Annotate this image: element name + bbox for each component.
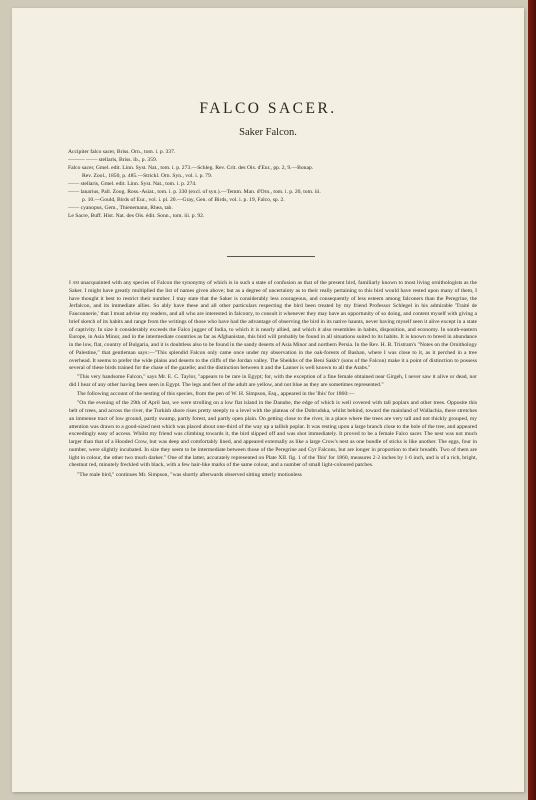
paragraph: "On the evening of the 29th of April last, we were strolling on a low flat island in the Danube, the edge of which is well covered with tall poplars and other trees. Opposite this belt of trees, and across the river, the Turkish shore rises pretty steeply to a level with the plateau of the Dobrudska, whilst behind, toward the mainland of Wallachia, there stretches an immense tract of low ground, partly swamp, partly forest, and partly open plain. On getting close to the river, in a place where the trees are very tall and not thickly grouped, my attention was drawn to a good-sized nest which was placed about one-third of the way up a tallish poplar. It was resting upon a large branch close to the bole of the tree, and appeared exceedingly easy of access. Whilst my friend was climbing towards it, the bird slipped off and was shot immediately. It proved to be a female Falco sacer. The nest was not much larger than that of a Hooded Crow, but was deep and comfortably lined, and appeared externally as like a large Crow's nest as one bundle of sticks is like another. The eggs, four in number, were slightly incubated. In size they seem to be intermediate between those of the Peregrine and Gyr Falcons, but are longer in proportion to their breadth. Two of them are light in colour, the other two much darker." One of the latter, accurately represented on Plate XII. fig. 1 of the 'Ibis' for 1860, measures 2·2 inches by 1·6 inch, and is of a rich, bright, chestnut red, minutely freckled with black, with a few hair-like marks of the same colour, and a number of small light-coloured patches. bbox=[69, 400, 477, 469]
body-text bbox=[69, 280, 477, 481]
synonym-line: —— lanarius, Pall. Zoog. Ross.-Asiat., tom. i. p. 330 (excl. of syn.).—Temm. Man. d'Orn., tom. i. p. 20, tom. iii. bbox=[68, 189, 321, 195]
drop-initial: I am bbox=[69, 280, 79, 286]
section-divider bbox=[227, 256, 315, 257]
common-name-subtitle: Saker Falcon. bbox=[239, 127, 297, 138]
paragraph: "The male bird," continues Mr. Simpson, "was shortly afterwards observed sitting utterly motionless bbox=[77, 471, 302, 478]
synonym-line: Le Sacre, Buff. Hist. Nat. des Ois. édit. Sonn., tom. iii. p. 92. bbox=[68, 213, 205, 219]
paragraph: The following account of the nesting of this species, from the pen of W. H. Simpson, Esq., appeared in the 'Ibis' for 1860:— bbox=[77, 391, 355, 398]
paragraph: "This very handsome Falcon," says Mr. E. C. Taylor, "appears to be rare in Egypt; for, with the exception of a fine female obtained near Girgeh, I never saw it alive or dead, nor did I hear of any other having been seen in Egypt. The legs and feet of the adult are yellow, and not blue as they are sometimes represented." bbox=[69, 374, 477, 389]
synonym-line: Accipiter falco sacer, Briss. Orn., tom. i. p. 337. bbox=[68, 149, 176, 155]
synonym-line: ——— —— stellaris, Briss. ib., p. 359. bbox=[68, 157, 158, 163]
synonym-line: —— stellaris, Gmel. edit. Linn. Syst. Nat., tom. i. p. 274. bbox=[68, 181, 197, 187]
paragraph bbox=[69, 280, 477, 373]
synonym-line: —— cyanopus, Gem., Thienemann, Rhea, tab. bbox=[68, 205, 173, 211]
synonym-line: Rev. Zool., 1850, p. 485.—Strickl. Orn. Syn., vol. i. p. 79. bbox=[82, 173, 213, 179]
book-page bbox=[12, 8, 524, 792]
synonym-line: Falco sacer, Gmel. edit. Linn. Syst. Nat., tom. i. p. 273.—Schleg. Rev. Crit. des Ois. d'Eur., pp. 2, 9.—Bonap. bbox=[68, 165, 314, 171]
synonymy-list bbox=[68, 148, 488, 220]
book-spine bbox=[528, 0, 536, 800]
paragraph-text: unacquainted with any species of Falcon the synonymy of which is in such a state of confusion as that of the present bird, familiarly known to most living ornithologists as the Saker. I might have greatly multiplied the list of names given above; but as a degree of uncertainty as to their really pertaining to this bird would have rested upon many of them, I have thought it best to restrict their number. I may state that the Saker is considerably less courageous, and consequently of less esteem among falconers than the Peregrine, the Jerfalcon, and its immediate allies. So ably have these and all other particulars respecting the bird been treated by my friend Professor Schlegel in his admirable 'Traité de Fauconnerie,' that I must advise my readers, and all who are interested in falconry, to consult it whenever they may have an opportunity of so doing, and content myself with giving a brief sketch of its habits and range from the writings of those who have had the advantage of observing the bird in its native haunts, never having myself seen it alive except in a state of captivity. In size it considerably exceeds the Falco jugger of India, to which it is nearly allied, and which it also resembles in habits, disposition, and economy. In south-eastern Europe, in Asia Minor, and in the intermediate countries as far as Afghanistan, this bird will probably be found in all situations suited to its habits. It is known to breed in abundance in the low, flat, country of Bulgaria, and it is doubtless also to be found in the sandy deserts of Asia Minor and northern Persia. In the Rev. H. B. Tristram's "Notes on the Ornithology of Palestine," that gentleman says:—"This splendid Falcon only came once under my observation in the oak-forests of Bashan, where I was close to it, as it perched in a tree overhead. It seems to prefer the wide plains and deserts to the cliffs of the Jordan valley. The Sheikhs of the Beni Sakk'r (sons of the Falcon) make it a point of distinction to possess several of these birds trained for the chase of the gazelle; and the distinction between it and the Lanner is well known to all the Arabs." bbox=[69, 280, 477, 372]
species-title: FALCO SACER. bbox=[199, 100, 337, 117]
synonym-line: p. 10.—Gould, Birds of Eur., vol. i. pl. 20.—Gray, Gen. of Birds, vol. i. p. 19, Falco, sp. 2. bbox=[82, 197, 285, 203]
